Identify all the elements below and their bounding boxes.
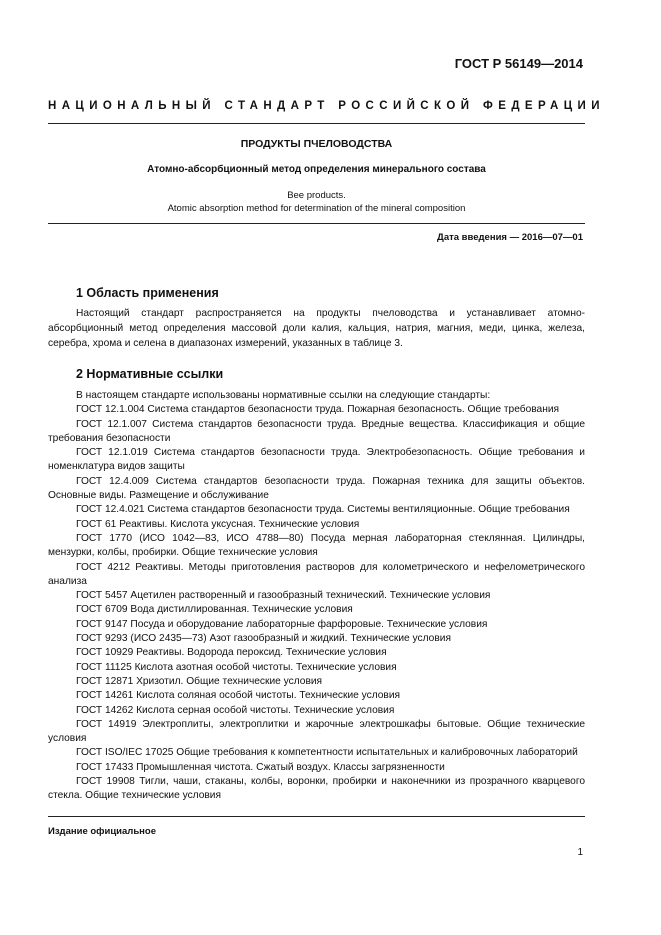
reference-item: ГОСТ 4212 Реактивы. Методы приготовления растворов для колометрического и нефелометрического анализа	[48, 561, 585, 587]
reference-item: ГОСТ 14262 Кислота серная особой чистоты. Технические условия	[76, 704, 395, 716]
introduction-date: Дата введения — 2016—07—01	[437, 232, 583, 243]
reference-item: ГОСТ 19908 Тигли, чаши, стаканы, колбы, воронки, пробирки и наконечники из прозрачного кварцевого стекла. Общие технические условия	[48, 776, 585, 802]
reference-item: ГОСТ 12.1.019 Система стандартов безопасности труда. Электробезопасность. Общие требования и номенклатура видов защиты	[48, 447, 585, 473]
gost-code: ГОСТ Р 56149—2014	[454, 56, 583, 71]
english-title-line2: Atomic absorption method for determination of the mineral composition	[167, 203, 466, 214]
section-1-paragraph: Настоящий стандарт распространяется на продукты пчеловодства и устанавливает атомно-абсорбционный метод определения массовой доли калия, кальция, натрия, магния, меди, цинка, железа, серебра, хрома и селена в диапазонах измерений, указанных в таблице 3.	[48, 308, 585, 349]
page-number: 1	[577, 847, 583, 858]
reference-item: ГОСТ ISO/IEC 17025 Общие требования к компетентности испытательных и калибровочных лабораторий	[76, 747, 578, 759]
reference-item: ГОСТ 12.1.007 Система стандартов безопасности труда. Вредные вещества. Классификация и общие требования безопасности	[48, 418, 585, 444]
reference-item: ГОСТ 10929 Реактивы. Водорода пероксид. Технические условия	[76, 647, 387, 659]
reference-item: ГОСТ 6709 Вода дистиллированная. Технические условия	[76, 604, 353, 616]
section-2-heading: 2 Нормативные ссылки	[76, 367, 224, 381]
national-standard-banner: НАЦИОНАЛЬНЫЙ СТАНДАРТ РОССИЙСКОЙ ФЕДЕРАЦИИ	[48, 100, 605, 112]
reference-item: ГОСТ 12.1.004 Система стандартов безопасности труда. Пожарная безопасность. Общие требования	[76, 404, 560, 416]
reference-item: ГОСТ 9293 (ИСО 2435—73) Азот газообразный и жидкий. Технические условия	[76, 633, 451, 645]
section-1-heading: 1 Область применения	[76, 286, 219, 300]
reference-item: ГОСТ 9147 Посуда и оборудование лабораторные фарфоровые. Технические условия	[76, 618, 488, 630]
english-title-line1: Bee products.	[287, 190, 346, 201]
reference-item: ГОСТ 17433 Промышленная чистота. Сжатый воздух. Классы загрязненности	[76, 761, 445, 773]
reference-item: ГОСТ 14919 Электроплиты, электроплитки и жарочные электрошкафы бытовые. Общие технические условия	[48, 718, 585, 745]
reference-item: ГОСТ 1770 (ИСО 1042—83, ИСО 4788—80) Посуда мерная лабораторная стеклянная. Цилиндры, мензурки, колбы, пробирки. Общие технические условия	[48, 532, 585, 559]
normative-references-list	[48, 389, 585, 804]
header-rule	[48, 123, 585, 124]
document-subtitle: Атомно-абсорбционный метод определения минерального состава	[147, 164, 486, 175]
reference-item: ГОСТ 5457 Ацетилен растворенный и газообразный технический. Технические условия	[76, 590, 491, 602]
official-edition-label: Издание официальное	[48, 826, 156, 837]
reference-item: ГОСТ 12.4.021 Система стандартов безопасности труда. Системы вентиляционные. Общие требования	[76, 504, 570, 516]
reference-item: ГОСТ 11125 Кислота азотная особой чистоты. Технические условия	[76, 661, 397, 673]
reference-item: ГОСТ 12.4.009 Система стандартов безопасности труда. Пожарная техника для защиты объектов. Основные виды. Размещение и обслуживание	[48, 475, 585, 502]
reference-item: ГОСТ 12871 Хризотил. Общие технические условия	[76, 675, 323, 687]
section-1-body	[48, 306, 585, 351]
reference-item: ГОСТ 14261 Кислота соляная особой чистоты. Технические условия	[76, 690, 401, 702]
references-intro: В настоящем стандарте использованы нормативные ссылки на следующие стандарты:	[76, 390, 491, 401]
document-title: ПРОДУКТЫ ПЧЕЛОВОДСТВА	[240, 138, 393, 150]
footer-rule	[48, 816, 585, 817]
reference-item: ГОСТ 61 Реактивы. Кислота уксусная. Технические условия	[76, 518, 360, 530]
title-rule	[48, 223, 585, 224]
